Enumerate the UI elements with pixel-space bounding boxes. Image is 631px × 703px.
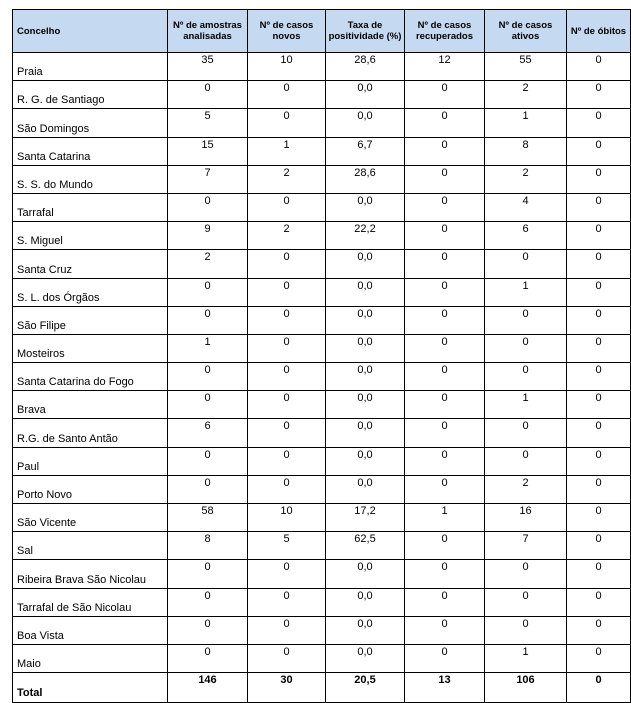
cell-obitos: 0 xyxy=(567,419,631,447)
cell-obitos: 0 xyxy=(567,475,631,503)
cell-ativos: 2 xyxy=(485,165,567,193)
table-row xyxy=(13,306,631,334)
cell-amostras: 0 xyxy=(168,363,248,391)
table-row xyxy=(13,447,631,475)
cell-obitos: 0 xyxy=(567,504,631,532)
cell-concelho: Santa Cruz xyxy=(13,250,168,278)
cell-recuperados: 0 xyxy=(405,475,485,503)
table-row xyxy=(13,644,631,672)
cell-ativos: 0 xyxy=(485,250,567,278)
table-row xyxy=(13,278,631,306)
cell-taxa: 0,0 xyxy=(326,109,405,137)
cell-taxa: 0,0 xyxy=(326,644,405,672)
total-row xyxy=(13,673,631,703)
cell-recuperados: 0 xyxy=(405,560,485,588)
cell-taxa: 22,2 xyxy=(326,222,405,250)
table-row xyxy=(13,363,631,391)
cell-casos-novos: 10 xyxy=(248,53,326,81)
cell-taxa: 28,6 xyxy=(326,53,405,81)
table-row xyxy=(13,560,631,588)
cell-ativos: 2 xyxy=(485,475,567,503)
cell-ativos: 16 xyxy=(485,504,567,532)
cell-taxa: 62,5 xyxy=(326,532,405,560)
cell-taxa: 0,0 xyxy=(326,278,405,306)
cell-amostras: 15 xyxy=(168,137,248,165)
cell-recuperados: 0 xyxy=(405,222,485,250)
table-row xyxy=(13,532,631,560)
table-row xyxy=(13,616,631,644)
cell-casos-novos: 0 xyxy=(248,616,326,644)
table-row xyxy=(13,222,631,250)
cell-taxa: 0,0 xyxy=(326,560,405,588)
cell-amostras: 1 xyxy=(168,334,248,362)
cell-taxa: 0,0 xyxy=(326,306,405,334)
cell-recuperados: 13 xyxy=(405,673,485,703)
cell-obitos: 0 xyxy=(567,165,631,193)
cell-casos-novos: 0 xyxy=(248,81,326,109)
table-row xyxy=(13,109,631,137)
cell-casos-novos: 0 xyxy=(248,306,326,334)
cell-concelho: Tarrafal xyxy=(13,193,168,221)
cell-concelho: R.G. de Santo Antão xyxy=(13,419,168,447)
cell-ativos: 0 xyxy=(485,588,567,616)
cell-concelho: Paul xyxy=(13,447,168,475)
cell-amostras: 0 xyxy=(168,81,248,109)
cell-casos-novos: 0 xyxy=(248,391,326,419)
cell-taxa: 0,0 xyxy=(326,447,405,475)
cell-amostras: 0 xyxy=(168,588,248,616)
cell-concelho: R. G. de Santiago xyxy=(13,81,168,109)
cell-taxa: 0,0 xyxy=(326,363,405,391)
table-body xyxy=(13,53,631,703)
cell-casos-novos: 0 xyxy=(248,250,326,278)
header-casos-novos: Nº de casos novos xyxy=(248,10,326,53)
cell-amostras: 0 xyxy=(168,306,248,334)
cell-concelho: Praia xyxy=(13,53,168,81)
cell-casos-novos: 2 xyxy=(248,222,326,250)
cell-ativos: 0 xyxy=(485,419,567,447)
cell-ativos: 0 xyxy=(485,560,567,588)
cell-recuperados: 0 xyxy=(405,137,485,165)
cell-obitos: 0 xyxy=(567,81,631,109)
table-row xyxy=(13,53,631,81)
cell-obitos: 0 xyxy=(567,334,631,362)
cell-casos-novos: 0 xyxy=(248,560,326,588)
header-taxa-positividade: Taxa de positividade (%) xyxy=(326,10,405,53)
cell-ativos: 55 xyxy=(485,53,567,81)
cell-recuperados: 0 xyxy=(405,81,485,109)
cell-amostras: 6 xyxy=(168,419,248,447)
cell-taxa: 0,0 xyxy=(326,81,405,109)
cell-obitos: 0 xyxy=(567,278,631,306)
cell-recuperados: 0 xyxy=(405,363,485,391)
cell-amostras: 8 xyxy=(168,532,248,560)
cell-concelho: Ribeira Brava São Nicolau xyxy=(13,560,168,588)
table-row xyxy=(13,334,631,362)
cell-amostras: 9 xyxy=(168,222,248,250)
cell-ativos: 0 xyxy=(485,334,567,362)
table-row xyxy=(13,391,631,419)
cell-ativos: 2 xyxy=(485,81,567,109)
cell-ativos: 0 xyxy=(485,447,567,475)
header-concelho: Concelho xyxy=(13,10,168,53)
cell-amostras: 35 xyxy=(168,53,248,81)
cell-casos-novos: 2 xyxy=(248,165,326,193)
table-header xyxy=(13,10,631,53)
cell-casos-novos: 0 xyxy=(248,334,326,362)
table-row xyxy=(13,504,631,532)
cell-concelho: S. L. dos Órgãos xyxy=(13,278,168,306)
table-row xyxy=(13,137,631,165)
table-row xyxy=(13,419,631,447)
header-casos-recuperados: Nº de casos recuperados xyxy=(405,10,485,53)
cell-recuperados: 0 xyxy=(405,306,485,334)
header-amostras: Nº de amostras analisadas xyxy=(168,10,248,53)
cell-ativos: 1 xyxy=(485,391,567,419)
cell-casos-novos: 0 xyxy=(248,588,326,616)
header-obitos: Nº de óbitos xyxy=(567,10,631,53)
cell-amostras: 0 xyxy=(168,193,248,221)
cell-casos-novos: 30 xyxy=(248,673,326,703)
cell-recuperados: 0 xyxy=(405,109,485,137)
cell-casos-novos: 0 xyxy=(248,475,326,503)
cell-amostras: 0 xyxy=(168,447,248,475)
cell-concelho: Brava xyxy=(13,391,168,419)
cell-obitos: 0 xyxy=(567,391,631,419)
cell-taxa: 17,2 xyxy=(326,504,405,532)
cell-ativos: 1 xyxy=(485,278,567,306)
cell-ativos: 0 xyxy=(485,616,567,644)
header-casos-ativos: Nº de casos ativos xyxy=(485,10,567,53)
cell-obitos: 0 xyxy=(567,306,631,334)
cell-concelho: São Filipe xyxy=(13,306,168,334)
cell-ativos: 7 xyxy=(485,532,567,560)
cell-obitos: 0 xyxy=(567,222,631,250)
cell-casos-novos: 1 xyxy=(248,137,326,165)
cell-obitos: 0 xyxy=(567,250,631,278)
cell-recuperados: 0 xyxy=(405,588,485,616)
cell-recuperados: 0 xyxy=(405,616,485,644)
cell-ativos: 1 xyxy=(485,109,567,137)
cell-amostras: 0 xyxy=(168,391,248,419)
cell-casos-novos: 5 xyxy=(248,532,326,560)
cell-taxa: 0,0 xyxy=(326,250,405,278)
cell-ativos: 0 xyxy=(485,363,567,391)
cell-taxa: 0,0 xyxy=(326,588,405,616)
table-row xyxy=(13,193,631,221)
table-row xyxy=(13,475,631,503)
table-row xyxy=(13,81,631,109)
cell-concelho: Maio xyxy=(13,644,168,672)
cell-obitos: 0 xyxy=(567,53,631,81)
cell-taxa: 0,0 xyxy=(326,391,405,419)
cell-amostras: 7 xyxy=(168,165,248,193)
cell-amostras: 0 xyxy=(168,560,248,588)
cell-casos-novos: 0 xyxy=(248,644,326,672)
cell-amostras: 58 xyxy=(168,504,248,532)
cell-recuperados: 0 xyxy=(405,250,485,278)
cell-amostras: 0 xyxy=(168,278,248,306)
cell-casos-novos: 0 xyxy=(248,363,326,391)
cell-obitos: 0 xyxy=(567,109,631,137)
cell-recuperados: 0 xyxy=(405,334,485,362)
cell-obitos: 0 xyxy=(567,363,631,391)
cell-obitos: 0 xyxy=(567,588,631,616)
cell-concelho: Mosteiros xyxy=(13,334,168,362)
table-row xyxy=(13,250,631,278)
cell-concelho: Sal xyxy=(13,532,168,560)
cell-taxa: 20,5 xyxy=(326,673,405,703)
cell-obitos: 0 xyxy=(567,673,631,703)
cell-recuperados: 12 xyxy=(405,53,485,81)
cell-concelho: Santa Catarina do Fogo xyxy=(13,363,168,391)
cell-ativos: 8 xyxy=(485,137,567,165)
cell-ativos: 106 xyxy=(485,673,567,703)
cell-recuperados: 0 xyxy=(405,447,485,475)
cell-amostras: 0 xyxy=(168,475,248,503)
cell-casos-novos: 10 xyxy=(248,504,326,532)
cell-recuperados: 0 xyxy=(405,532,485,560)
cell-amostras: 2 xyxy=(168,250,248,278)
cell-concelho: Tarrafal de São Nicolau xyxy=(13,588,168,616)
report-table-container xyxy=(12,9,631,703)
cell-casos-novos: 0 xyxy=(248,419,326,447)
cell-ativos: 0 xyxy=(485,306,567,334)
cell-concelho: Santa Catarina xyxy=(13,137,168,165)
cell-taxa: 0,0 xyxy=(326,616,405,644)
cell-recuperados: 0 xyxy=(405,278,485,306)
cell-taxa: 0,0 xyxy=(326,334,405,362)
cell-obitos: 0 xyxy=(567,193,631,221)
cell-obitos: 0 xyxy=(567,616,631,644)
cell-casos-novos: 0 xyxy=(248,447,326,475)
cell-casos-novos: 0 xyxy=(248,278,326,306)
cell-ativos: 1 xyxy=(485,644,567,672)
cell-casos-novos: 0 xyxy=(248,193,326,221)
cell-amostras: 0 xyxy=(168,644,248,672)
cell-concelho: Porto Novo xyxy=(13,475,168,503)
cell-amostras: 0 xyxy=(168,616,248,644)
cell-casos-novos: 0 xyxy=(248,109,326,137)
header-row xyxy=(13,10,631,53)
cell-recuperados: 0 xyxy=(405,644,485,672)
table-row xyxy=(13,588,631,616)
cell-amostras: 5 xyxy=(168,109,248,137)
cell-obitos: 0 xyxy=(567,560,631,588)
cell-taxa: 0,0 xyxy=(326,419,405,447)
cell-concelho: São Domingos xyxy=(13,109,168,137)
cell-obitos: 0 xyxy=(567,644,631,672)
cell-recuperados: 1 xyxy=(405,504,485,532)
cell-recuperados: 0 xyxy=(405,391,485,419)
cell-taxa: 0,0 xyxy=(326,193,405,221)
cell-concelho: Boa Vista xyxy=(13,616,168,644)
cell-concelho: Total xyxy=(13,673,168,703)
cell-concelho: S. S. do Mundo xyxy=(13,165,168,193)
cell-recuperados: 0 xyxy=(405,165,485,193)
cell-ativos: 6 xyxy=(485,222,567,250)
cell-obitos: 0 xyxy=(567,447,631,475)
cell-taxa: 28,6 xyxy=(326,165,405,193)
cell-obitos: 0 xyxy=(567,137,631,165)
cell-amostras: 146 xyxy=(168,673,248,703)
cell-ativos: 4 xyxy=(485,193,567,221)
cell-obitos: 0 xyxy=(567,532,631,560)
table-row xyxy=(13,165,631,193)
cell-taxa: 6,7 xyxy=(326,137,405,165)
cell-concelho: S. Miguel xyxy=(13,222,168,250)
cell-recuperados: 0 xyxy=(405,419,485,447)
covid-cases-table xyxy=(12,9,631,703)
cell-concelho: São Vicente xyxy=(13,504,168,532)
cell-recuperados: 0 xyxy=(405,193,485,221)
cell-taxa: 0,0 xyxy=(326,475,405,503)
